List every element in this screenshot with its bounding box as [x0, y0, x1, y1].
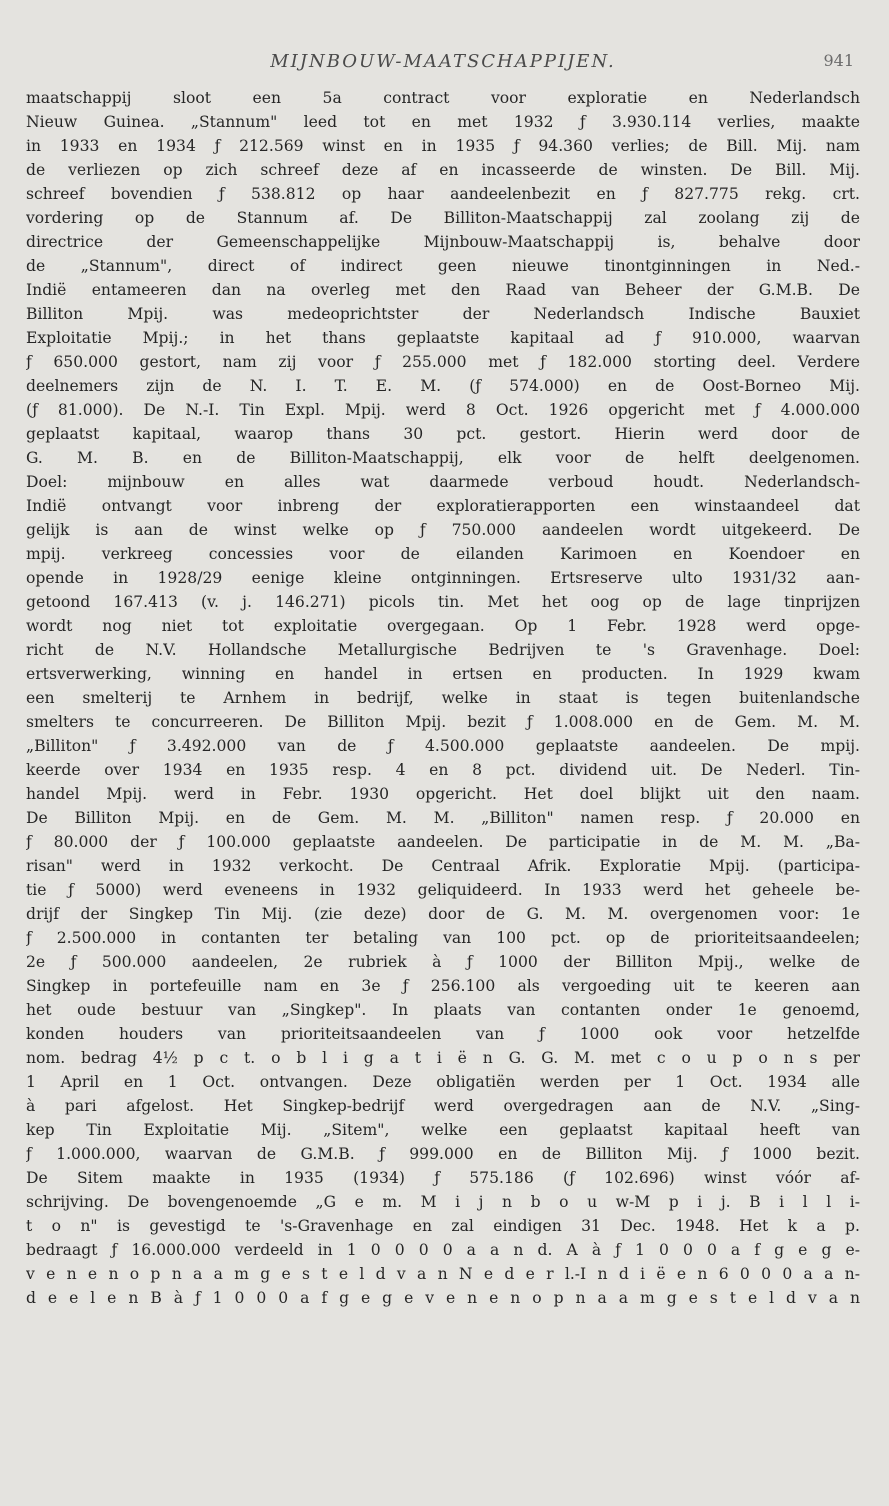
- text-line: bedraagt ƒ 16.000.000 verdeeld in 1 0 0 0 0 a a n d. A à ƒ 1 0 0 0 a f g e g e-: [26, 1241, 860, 1259]
- text-line: richt de N.V. Hollandsche Metallurgische Bedrijven te 's Gravenhage. Doel:: [26, 641, 860, 659]
- text-line: „Billiton" ƒ 3.492.000 van de ƒ 4.500.000 geplaatste aandeelen. De mpij.: [26, 737, 860, 755]
- text-line: een smelterij te Arnhem in bedrijf, welke in staat is tegen buitenlandsche: [26, 689, 860, 707]
- page-number: 941: [823, 51, 854, 70]
- text-line: ƒ 80.000 der ƒ 100.000 geplaatste aandeelen. De participatie in de M. M. „Ba-: [26, 833, 860, 851]
- text-line: à pari afgelost. Het Singkep-bedrijf werd overgedragen aan de N.V. „Sing-: [26, 1097, 860, 1115]
- text-line: geplaatst kapitaal, waarop thans 30 pct. gestort. Hierin werd door de: [26, 425, 860, 443]
- text-line: 1 April en 1 Oct. ontvangen. Deze obligatiën werden per 1 Oct. 1934 alle: [26, 1073, 860, 1091]
- text-line: d e e l e n B à ƒ 1 0 0 0 a f g e g e v e n e n o p n a a m g e s t e l d v a n: [26, 1289, 860, 1307]
- text-line: handel Mpij. werd in Febr. 1930 opgericht. Het doel blijkt uit den naam.: [26, 785, 860, 803]
- text-line: de „Stannum", direct of indirect geen nieuwe tinontginningen in Ned.-: [26, 257, 860, 275]
- body-text: [26, 86, 860, 1310]
- text-line: ƒ 2.500.000 in contanten ter betaling van 100 pct. op de prioriteitsaandeelen;: [26, 929, 860, 947]
- text-line: schrijving. De bovengenoemde „G e m. M i j n b o u w-M p i j. B i l l i-: [26, 1193, 860, 1211]
- text-line: Doel: mijnbouw en alles wat daarmede verboud houdt. Nederlandsch-: [26, 473, 860, 491]
- text-line: gelijk is aan de winst welke op ƒ 750.000 aandeelen wordt uitgekeerd. De: [26, 521, 860, 539]
- text-line: nom. bedrag 4½ p c t. o b l i g a t i ë n G. G. M. met c o u p o n s per: [26, 1049, 860, 1067]
- text-line: Indië entameeren dan na overleg met den Raad van Beheer der G.M.B. De: [26, 281, 860, 299]
- text-line: 2e ƒ 500.000 aandeelen, 2e rubriek à ƒ 1000 der Billiton Mpij., welke de: [26, 953, 860, 971]
- text-line: (ƒ 81.000). De N.-I. Tin Expl. Mpij. werd 8 Oct. 1926 opgericht met ƒ 4.000.000: [26, 401, 860, 419]
- text-line: wordt nog niet tot exploitatie overgegaan. Op 1 Febr. 1928 werd opge-: [26, 617, 860, 635]
- text-line: Billiton Mpij. was medeoprichtster der Nederlandsch Indische Bauxiet: [26, 305, 860, 323]
- text-line: tie ƒ 5000) werd eveneens in 1932 geliquideerd. In 1933 werd het geheele be-: [26, 881, 860, 899]
- text-line: ƒ 650.000 gestort, nam zij voor ƒ 255.000 met ƒ 182.000 storting deel. Verdere: [26, 353, 860, 371]
- text-line: keerde over 1934 en 1935 resp. 4 en 8 pct. dividend uit. De Nederl. Tin-: [26, 761, 860, 779]
- text-line: deelnemers zijn de N. I. T. E. M. (ƒ 574.000) en de Oost-Borneo Mij.: [26, 377, 860, 395]
- text-line: vordering op de Stannum af. De Billiton-Maatschappij zal zoolang zij de: [26, 209, 860, 227]
- text-line: in 1933 en 1934 ƒ 212.569 winst en in 1935 ƒ 94.360 verlies; de Bill. Mij. nam: [26, 137, 860, 155]
- text-line: t o n" is gevestigd te 's-Gravenhage en zal eindigen 31 Dec. 1948. Het k a p.: [26, 1217, 860, 1235]
- text-line: Indië ontvangt voor inbreng der exploratierapporten een winstaandeel dat: [26, 497, 860, 515]
- text-line: drijf der Singkep Tin Mij. (zie deze) door de G. M. M. overgenomen voor: 1e: [26, 905, 860, 923]
- text-line: ƒ 1.000.000, waarvan de G.M.B. ƒ 999.000 en de Billiton Mij. ƒ 1000 bezit.: [26, 1145, 860, 1163]
- text-line: Nieuw Guinea. „Stannum" leed tot en met 1932 ƒ 3.930.114 verlies, maakte: [26, 113, 860, 131]
- text-line: smelters te concurreeren. De Billiton Mpij. bezit ƒ 1.008.000 en de Gem. M. M.: [26, 713, 860, 731]
- text-line: De Sitem maakte in 1935 (1934) ƒ 575.186 (ƒ 102.696) winst vóór af-: [26, 1169, 860, 1187]
- text-line: opende in 1928/29 eenige kleine ontginningen. Ertsreserve ulto 1931/32 aan-: [26, 569, 860, 587]
- text-line: schreef bovendien ƒ 538.812 op haar aandeelenbezit en ƒ 827.775 rekg. crt.: [26, 185, 860, 203]
- running-title: MIJNBOUW-MAATSCHAPPIJEN.: [270, 51, 616, 72]
- text-line: risan" werd in 1932 verkocht. De Centraal Afrik. Exploratie Mpij. (participa-: [26, 857, 860, 875]
- text-line: maatschappij sloot een 5a contract voor exploratie en Nederlandsch: [26, 89, 860, 107]
- text-line: kep Tin Exploitatie Mij. „Sitem", welke een geplaatst kapitaal heeft van: [26, 1121, 860, 1139]
- text-line: konden houders van prioriteitsaandeelen van ƒ 1000 ook voor hetzelfde: [26, 1025, 860, 1043]
- text-line: Singkep in portefeuille nam en 3e ƒ 256.100 als vergoeding uit te keeren aan: [26, 977, 860, 995]
- text-line: de verliezen op zich schreef deze af en incasseerde de winsten. De Bill. Mij.: [26, 161, 860, 179]
- text-line: directrice der Gemeenschappelijke Mijnbouw-Maatschappij is, behalve door: [26, 233, 860, 251]
- text-line: getoond 167.413 (v. j. 146.271) picols tin. Met het oog op de lage tinprijzen: [26, 593, 860, 611]
- text-line: G. M. B. en de Billiton-Maatschappij, elk voor de helft deelgenomen.: [26, 449, 860, 467]
- text-line: v e n e n o p n a a m g e s t e l d v a n N e d e r l.-I n d i ë e n 6 0 0 0 a a n-: [26, 1265, 860, 1283]
- text-line: Exploitatie Mpij.; in het thans geplaatste kapitaal ad ƒ 910.000, waarvan: [26, 329, 860, 347]
- text-line: ertsverwerking, winning en handel in ertsen en producten. In 1929 kwam: [26, 665, 860, 683]
- page-header: [26, 40, 860, 86]
- text-line: het oude bestuur van „Singkep". In plaats van contanten onder 1e genoemd,: [26, 1001, 860, 1019]
- text-line: De Billiton Mpij. en de Gem. M. M. „Billiton" namen resp. ƒ 20.000 en: [26, 809, 860, 827]
- text-line: mpij. verkreeg concessies voor de eilanden Karimoen en Koendoer en: [26, 545, 860, 563]
